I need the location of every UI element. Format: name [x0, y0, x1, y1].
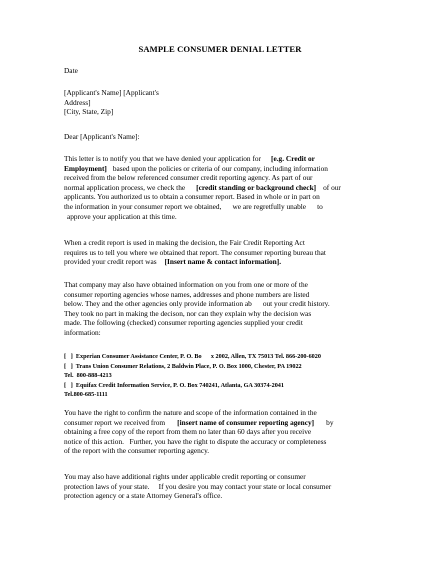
agency-transunion-phone: Tel. 800-888-4213 [64, 372, 112, 380]
text-run: provided your credit report was [64, 257, 157, 267]
placeholder-agency-name: [insert name of consumer reporting agency] [177, 417, 315, 427]
placeholder-bureau-contact: [Insert name & contact information]. [164, 257, 282, 267]
applicant-address-block [64, 88, 394, 117]
text-line: approve your application at this time. [67, 211, 177, 221]
paragraph-state-rights [64, 472, 394, 501]
text-line [64, 183, 394, 193]
placeholder-credit-or: [e.g. Credit or [271, 154, 315, 163]
text-line [64, 154, 394, 164]
agency-equifax-phone: Tel.800-685-1111 [64, 391, 108, 399]
greeting [64, 132, 394, 142]
date-line [64, 66, 394, 76]
text-run: based upon the policies or criteria of our company, including information [112, 163, 328, 173]
address-line: [City, State, Zip] [64, 107, 114, 117]
text-line: When a credit report is used in making the decision, the Fair Credit Reporting Act [64, 238, 305, 247]
text-line: protection laws of your state. If you desire you may contact your state or local consumer [64, 481, 332, 491]
text-line: They took no part in making the decison, nor can they explain why the decision was [64, 308, 312, 318]
address-line: [Applicant's Name] [Applicant's [64, 88, 159, 97]
text-run: of our [323, 182, 341, 192]
date-text: Date [64, 66, 78, 75]
text-run: by [326, 417, 334, 427]
text-run: This letter is to notify you that we have denied your application for [64, 154, 262, 163]
text-line: obtaining a free copy of the report from them no later than 60 days after you receive [64, 427, 312, 437]
text-line: received from the below referenced consumer credit reporting agency. As part of our [64, 173, 313, 183]
paragraph-denial-notice [64, 154, 394, 221]
letter-title: SAMPLE CONSUMER DENIAL LETTER [138, 44, 302, 54]
text-line: notice of this action. Further, you have the right to dispute the accuracy or completeness [64, 436, 327, 446]
placeholder-credit-check: [credit standing or background check] [196, 182, 317, 192]
text-line [64, 257, 394, 267]
agency-equifax: [ ] Equifax Credit Information Service, P. O. Box 740241, Atlanta, GA 30374-2041 [64, 381, 284, 389]
paragraph-dispute-rights [64, 408, 394, 456]
paragraph-agencies-intro [64, 280, 394, 338]
text-line [64, 418, 394, 428]
text-line: requires us to tell you where we obtained that report. The consumer reporting bureau that [64, 247, 326, 257]
text-line: consumer reporting agencies whose names, addresses and phone numbers are listed [64, 289, 310, 299]
text-line: the information in your consumer report we obtained, we are regretfully unable to [64, 201, 323, 211]
text-line: below. They and the other agencies only provide information ab out your credit history. [64, 299, 330, 309]
text-line: You have the right to confirm the nature and scope of the information contained in the [64, 408, 317, 417]
text-line: That company may also have obtained information on you from one or more of the [64, 280, 308, 289]
text-line: applicants. You authorized us to obtain a consumer report. Based in whole or in part on [64, 192, 320, 202]
placeholder-employment: Employment] [64, 163, 107, 173]
agency-experian: [ ] Experian Consumer Assistance Center, P. O. Bo x 2002, Allen, TX 75013 Tel. 866-200-6020 [64, 353, 321, 360]
agency-list [64, 352, 394, 400]
text-line: of the report with the consumer reporting agency. [64, 446, 210, 456]
text-line [64, 164, 394, 174]
greeting-text: Dear [Applicant's Name]: [64, 132, 140, 141]
paragraph-fcra [64, 238, 394, 267]
text-run: consumer report we received from [64, 417, 166, 427]
text-line: information: [64, 327, 101, 337]
text-line: You may also have additional rights under applicable credit reporting or consumer [64, 472, 306, 481]
text-run: normal application process, we check the [64, 182, 186, 192]
agency-transunion: [ ] Trans Union Consumer Relations, 2 Baldwin Place, P. O. Box 1000, Chester, PA 19022 [64, 362, 302, 370]
text-line: protection agency or a state Attorney General's office. [64, 491, 223, 501]
address-line: Address] [64, 97, 91, 107]
text-line: made. The following (checked) consumer reporting agencies supplied your credit [64, 318, 303, 328]
